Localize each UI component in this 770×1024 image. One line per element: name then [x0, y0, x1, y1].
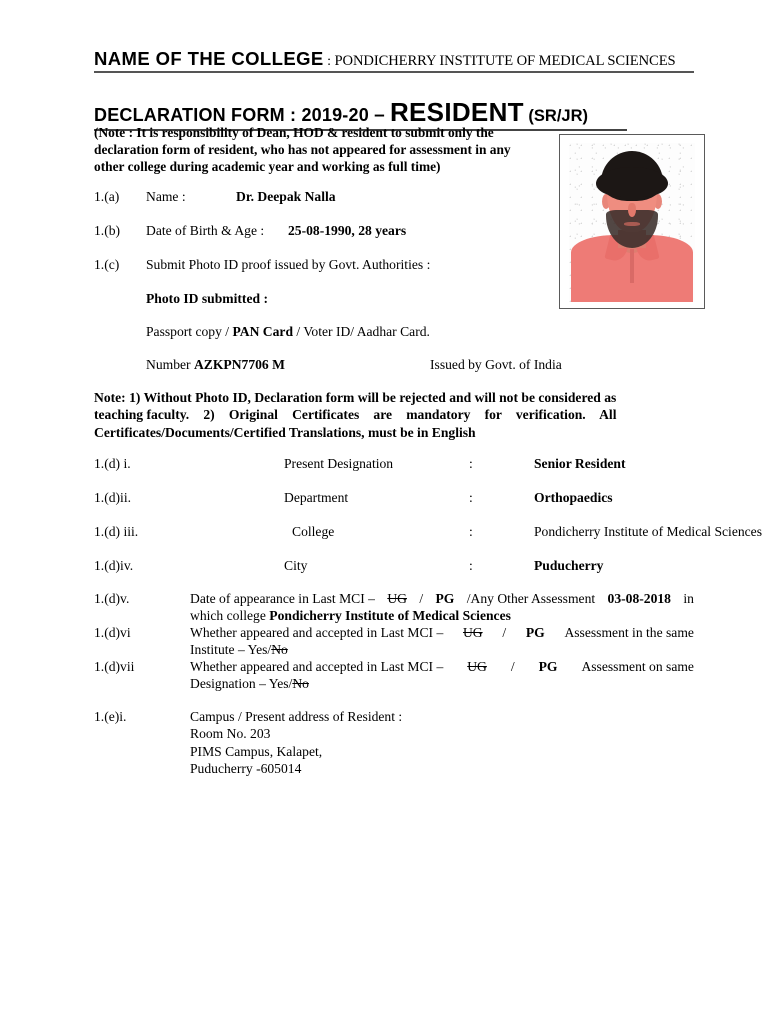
field-address-line-1: Room No. 203: [190, 726, 271, 742]
field-address-line-2: PIMS Campus, Kalapet,: [190, 743, 323, 759]
field-designation-value: Senior Resident: [534, 456, 626, 471]
photo-id-issued-by-label: Issued by: [430, 357, 486, 372]
field-college-value: Pondicherry Institute of Medical Sciences: [534, 524, 763, 539]
field-designation-label: Present Designation: [284, 456, 394, 471]
mci-same-institute-text-2: Assessment in the same: [564, 625, 694, 640]
photo-id-submitted-label: Photo ID submitted :: [146, 291, 268, 306]
photo-id-issuer-row: [430, 356, 562, 373]
field-address-title: Campus / Present address of Resident :: [190, 709, 403, 724]
field-city-value: Puducherry: [534, 558, 604, 573]
photo-id-number-value: AZKPN7706 M: [193, 357, 285, 372]
warning-note-line-2: [94, 406, 691, 423]
field-name-label: Name :: [146, 189, 186, 204]
field-photoid-text: Submit Photo ID proof issued by Govt. Authorities :: [146, 257, 431, 272]
field-address-content: [190, 708, 694, 778]
field-department-value: Orthopaedics: [534, 490, 613, 505]
mci-appearance-text-2: /Any Other Assessment: [466, 591, 596, 606]
field-photoid-row: [94, 256, 430, 273]
mci-appearance-date-value: 03-08-2018: [607, 591, 671, 606]
field-dob-label-number: 1.(b): [94, 223, 121, 238]
declaration-title-resident: RESIDENT: [389, 97, 524, 127]
photo-id-submitted-row: [146, 290, 268, 307]
field-mci-same-designation-line-1: [190, 658, 694, 675]
resident-photograph-frame: [559, 134, 705, 309]
mci-same-designation-text-2: Assessment on same: [581, 659, 694, 674]
photo-shirt-placket: [630, 249, 634, 283]
mci-appearance-college-value: Pondicherry Institute of Medical Sciences: [269, 608, 511, 624]
photo-id-options-row: [146, 323, 430, 340]
instruction-note-line-3: other college during academic year and working as full time): [94, 159, 441, 175]
photo-id-warning-note: [94, 389, 691, 441]
mci-same-institute-yes-label: Institute – Yes/: [190, 642, 272, 658]
field-designation-row: [94, 455, 626, 472]
warning-note-line-1-text: Note: 1) Without Photo ID, Declaration form will be rejected and will not be considered as: [94, 390, 617, 405]
field-college-label-number: 1.(d) iii.: [94, 524, 139, 539]
field-mci-same-institute-content: [190, 624, 694, 659]
declaration-title-label: DECLARATION FORM : 2019-20: [94, 105, 375, 125]
instruction-note-line-2: declaration form of resident, who has not appeared for assessment in any: [94, 142, 511, 158]
instruction-note-line-1: (Note : It is responsibility of Dean, HOD & resident to submit only the: [94, 125, 494, 140]
mci-appearance-slash-1: /: [419, 591, 424, 606]
mci-same-institute-pg-selected: PG: [525, 625, 545, 640]
field-mci-same-institute-label-number: 1.(d)vi: [94, 625, 131, 640]
field-mci-same-institute-line-2: [190, 641, 694, 658]
field-city-label-number: 1.(d)iv.: [94, 558, 134, 573]
field-address-line-3: Puducherry -605014: [190, 761, 302, 777]
mci-same-institute-text-1: Whether appeared and accepted in Last MCI –: [190, 625, 444, 640]
declaration-title-srjr: (SR/JR): [523, 107, 589, 125]
photo-id-option-passport: Passport copy /: [146, 324, 233, 339]
field-mci-same-designation-label-number: 1.(d)vii: [94, 659, 135, 674]
declaration-title-dash: –: [374, 105, 390, 126]
mci-appearance-college-label: which college: [190, 608, 270, 624]
field-photoid-label-number: 1.(c): [94, 257, 120, 272]
field-city-row: [94, 557, 604, 574]
warning-note-line-2-rest: faculty. 2) Original Certificates are mandatory for verification. All: [146, 407, 617, 423]
warning-note-line-3: Certificates/Documents/Certified Translations, must be in English: [94, 424, 476, 440]
field-dob-label: Date of Birth & Age :: [146, 223, 265, 238]
mci-same-designation-pg-selected: PG: [538, 659, 558, 674]
field-department-row: [94, 489, 613, 506]
college-header-separator: :: [323, 54, 335, 69]
field-college-row: [94, 523, 763, 540]
field-mci-appearance-content: [190, 590, 694, 625]
field-designation-colon: :: [469, 456, 473, 471]
photo-id-number-label: Number: [146, 357, 194, 372]
instruction-note: [94, 124, 539, 176]
photo-id-option-voter-aadhar: / Voter ID/ Aadhar Card.: [293, 324, 430, 339]
field-college-label: College: [292, 524, 335, 539]
field-mci-same-designation-content: [190, 658, 694, 693]
photo-id-issued-by-value: Govt. of India: [485, 357, 562, 372]
mci-same-designation-no-strikethrough: No: [292, 676, 309, 692]
warning-note-line-1: [94, 389, 691, 406]
mci-same-institute-slash: /: [502, 625, 507, 640]
field-name-value: Dr. Deepak Nalla: [236, 189, 336, 204]
field-college-colon: :: [469, 524, 473, 539]
college-header-label: NAME OF THE COLLEGE: [94, 48, 324, 69]
mci-appearance-ug-strikethrough: UG: [387, 591, 407, 606]
mci-appearance-pg-selected: PG: [435, 591, 455, 606]
field-mci-appearance-line-1: [190, 590, 694, 607]
field-mci-same-designation-line-2: [190, 675, 694, 692]
resident-photograph: [569, 143, 695, 302]
field-address-label-number: 1.(e)i.: [94, 709, 127, 724]
mci-appearance-text-3: in: [683, 591, 694, 606]
mci-same-designation-text-1: Whether appeared and accepted in Last MCI –: [190, 659, 444, 674]
mci-same-designation-slash: /: [510, 659, 515, 674]
mci-same-institute-no-strikethrough: No: [271, 642, 288, 658]
field-department-label-number: 1.(d)ii.: [94, 490, 131, 505]
field-dob-row: [94, 222, 406, 239]
college-header: [94, 48, 694, 73]
mci-appearance-text-1: Date of appearance in Last MCI –: [190, 591, 375, 606]
field-department-label: Department: [284, 490, 349, 505]
field-mci-appearance-line-2: [190, 607, 694, 624]
field-city-colon: :: [469, 558, 473, 573]
mci-same-designation-yes-label: Designation – Yes/: [190, 676, 293, 692]
field-mci-same-designation-row: [94, 658, 694, 693]
field-department-colon: :: [469, 490, 473, 505]
photo-id-number-row: [146, 356, 285, 373]
mci-same-designation-ug-strikethrough: UG: [467, 659, 487, 674]
field-mci-appearance-label-number: 1.(d)v.: [94, 591, 130, 606]
mci-same-institute-ug-strikethrough: UG: [462, 625, 483, 640]
field-dob-value: 25-08-1990, 28 years: [288, 223, 407, 238]
field-mci-appearance-row: [94, 590, 694, 625]
field-mci-same-institute-line-1: [190, 624, 694, 641]
photo-id-option-pan-card: PAN Card: [232, 324, 294, 339]
field-city-label: City: [284, 558, 308, 573]
field-address-row: [94, 708, 694, 778]
photo-mouth: [624, 222, 640, 226]
field-name-label-number: 1.(a): [94, 189, 120, 204]
college-header-value: PONDICHERRY INSTITUTE OF MEDICAL SCIENCES: [334, 53, 676, 69]
field-mci-same-institute-row: [94, 624, 694, 659]
field-designation-label-number: 1.(d) i.: [94, 456, 131, 471]
field-name-row: [94, 188, 336, 205]
warning-note-line-2-start: teaching: [94, 407, 144, 423]
